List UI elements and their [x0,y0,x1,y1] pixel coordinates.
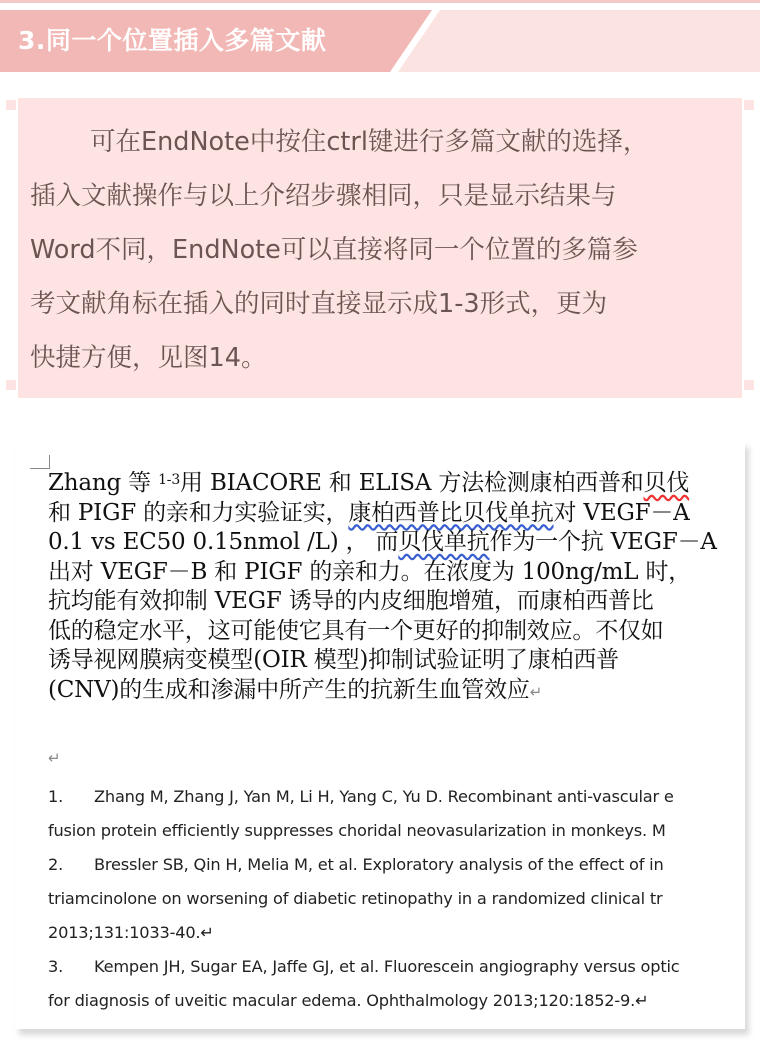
intro-line: 插入文献操作与以上介绍步骤相同，只是显示结果与 [30,181,617,211]
document-body [48,469,745,705]
paragraph-mark-icon: ↵ [529,682,543,701]
grammar-mark: 贝伐单抗 [398,529,490,555]
decor-square [744,380,754,390]
reference-continuation: fusion protein efficiently suppresses choridal neovasularization in monkeys. M [48,821,666,840]
reference-continuation: 2013;131:1033-40.↵ [48,923,214,942]
doc-line: Zhang 等 $^{1-3}$用 BIACORE 和 ELISA 方法检测康柏西普和贝伐 [48,470,690,496]
section-header [0,10,760,72]
doc-line: 0.1 vs EC50 0.15nmol /L) ， 而贝伐单抗作为一个抗 VEGF－A [48,529,717,555]
citation-superscript: 1-3 [158,472,181,488]
section-title: 3.同一个位置插入多篇文献 [18,26,327,55]
doc-line: 出对 VEGF－B 和 PIGF 的亲和力。在浓度为 100ng/mL 时， [48,558,692,585]
intro-line: 考文献角标在插入的同时直接显示成1-3形式，更为 [30,289,608,319]
top-divider [0,0,760,3]
intro-line: 可在EndNote中按住ctrl键进行多篇文献的选择， [90,127,649,157]
reference-item: 1. Zhang M, Zhang J, Yan M, Li H, Yang C, Yu D. Recombinant anti-vascular e [48,787,674,806]
page-corner-mark [30,455,50,469]
doc-line: 诱导视网膜病变模型(OIR 模型)抑制试验证明了康柏西普 [48,647,619,673]
spell-error: 贝伐 [643,470,690,496]
reference-item: 2. Bressler SB, Qin H, Melia M, et al. Exploratory analysis of the effect of in [48,855,664,874]
doc-line: 抗均能有效抑制 VEGF 诱导的内皮细胞增殖，而康柏西普比 [48,588,654,614]
doc-line: (CNV)的生成和渗漏中所产生的抗新生血管效应↵ [48,676,543,703]
paragraph-mark-icon: ↵ [48,749,61,767]
grammar-mark: 康柏西普比贝伐单抗 [348,499,554,526]
decor-square [6,380,16,390]
intro-line: Word不同，EndNote可以直接将同一个位置的多篇参 [30,235,638,265]
reference-continuation: triamcinolone on worsening of diabetic retinopathy in a randomized clinical tr [48,889,663,908]
reference-item: 3. Kempen JH, Sugar EA, Jaffe GJ, et al. Fluorescein angiography versus optic [48,957,680,976]
reference-continuation: for diagnosis of uveitic macular edema. Ophthalmology 2013;120:1852-9.↵ [48,991,649,1010]
intro-line: 快捷方便，见图14。 [30,343,267,373]
decor-square [744,100,754,110]
doc-line: 和 PIGF 的亲和力实验证实，康柏西普比贝伐单抗对 VEGF－A [48,499,690,526]
reference-list [48,780,745,1018]
intro-box [18,98,742,398]
word-document-page [15,443,745,1029]
decor-square [6,100,16,110]
doc-line: 低的稳定水平，这可能使它具有一个更好的抑制效应。不仅如 [48,617,664,644]
intro-paragraph [30,115,730,385]
